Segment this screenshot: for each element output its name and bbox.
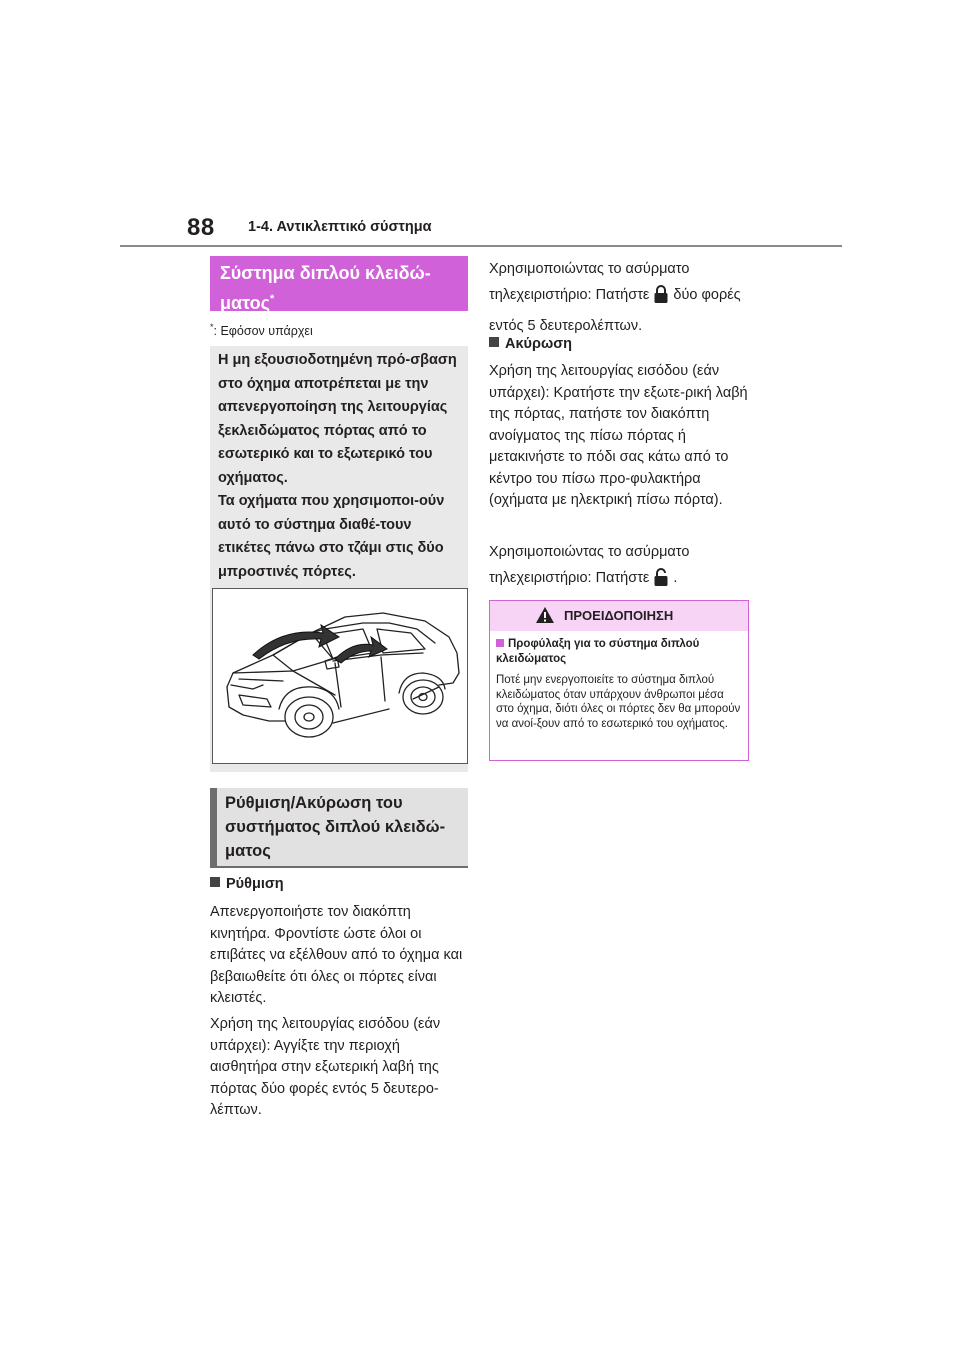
- subheading-rule: [210, 866, 468, 868]
- footnote-asterisk: *: [210, 322, 214, 332]
- remote-lock-paragraph: [489, 256, 751, 339]
- heading-asterisk: *: [269, 293, 275, 305]
- unlock-icon: [653, 567, 669, 596]
- info-paragraph-2: Τα οχήματα που χρησιμοποι-ούν αυτό το σύστημα διαθέ-τουν ετικέτες πάνω στο τζάμι στις δύο μπροστινές πόρτες.: [218, 493, 445, 580]
- warning-title: ΠΡΟΕΙΔΟΠΟΙΗΣΗ: [564, 608, 674, 623]
- warning-subheading-text: Προφύλαξη για το σύστημα διπλού κλειδώματος: [496, 638, 700, 665]
- car-drawing: [213, 589, 467, 763]
- setting-paragraph-2: Χρήση της λειτουργίας εισόδου (εάν υπάρχει): Αγγίξτε την περιοχή αισθητήρα στην εξωτερική λαβή της πόρτας δύο φορές εντός 5 δευτερο-λέπτων.: [210, 1016, 441, 1118]
- remote-unlock-text-b: .: [673, 570, 678, 586]
- warning-subheading: [496, 637, 742, 667]
- lock-icon: [653, 284, 669, 313]
- cancel-paragraph: Χρήση της λειτουργίας εισόδου (εάν υπάρχει): Κρατήστε την εξωτε-ρική λαβή της πόρτας, πατήστε τον διακόπτη ανοίγματος της πίσω πόρτας ή μετακινήστε το πόδι σας κάτω από το κέντρο του πίσω προ-φυλακτήρα (οχήματα με ηλεκτρική πίσω πόρτα).: [489, 363, 748, 508]
- page-number: 88: [187, 214, 215, 241]
- remote-lock-text-b: δύο φορές εντός 5 δευτερολέπτων.: [489, 287, 741, 334]
- section-heading-box: [210, 256, 468, 311]
- info-paragraph-1: Η μη εξουσιοδοτημένη πρό-σβαση στο όχημα αποτρέπεται με την απενεργοποίηση της λειτουργίας ξεκλειδώματος πόρτας από το εσωτερικό και το εξωτερικό του οχήματος.: [218, 352, 457, 486]
- section-title: 1-4. Αντικλεπτικό σύστημα: [248, 219, 432, 235]
- remote-unlock-paragraph: [489, 539, 751, 596]
- section-heading-text: Σύστημα διπλού κλειδώ-ματος: [220, 263, 431, 313]
- warning-box: [489, 600, 749, 761]
- warning-header: [490, 601, 748, 631]
- info-box: [210, 346, 468, 772]
- subheading-box: [210, 788, 468, 866]
- setting-paragraph-1: Απενεργοποιήστε τον διακόπτη κινητήρα. Φροντίστε ώστε όλοι οι επιβάτες να εξέλθουν από το όχημα και βεβαιωθείτε ότι όλες οι πόρτες είναι κλειστές.: [210, 904, 463, 1006]
- subheading: Ρύθμιση/Ακύρωση του συστήματος διπλού κλειδώ-ματος: [225, 794, 446, 860]
- remote-lock-text-a: Χρησιμοποιώντας το ασύρματο τηλεχειριστήριο: Πατήστε: [489, 261, 690, 303]
- warning-body: Ποτέ μην ενεργοποιείτε το σύστημα διπλού κλειδώματος όταν υπάρχουν άνθρωποι μέσα στο όχημα, διότι όλες οι πόρτες δεν θα μπορούν να ανοί-ξουν από το εσωτερικό του οχήματος.: [496, 674, 741, 730]
- square-bullet-icon: [489, 337, 499, 347]
- footnote: [210, 322, 313, 338]
- square-bullet-icon: [496, 639, 504, 647]
- square-bullet-icon: [210, 877, 220, 887]
- cancel-heading-text: Ακύρωση: [505, 336, 572, 352]
- setting-heading-text: Ρύθμιση: [226, 876, 284, 892]
- remote-unlock-text-a: Χρησιμοποιώντας το ασύρματο τηλεχειριστήριο: Πατήστε: [489, 544, 690, 586]
- warning-triangle-icon: [535, 606, 555, 629]
- setting-heading: [210, 876, 284, 892]
- section-heading: [220, 260, 464, 316]
- header-rule: [120, 245, 842, 247]
- footnote-text: : Εφόσον υπάρχει: [213, 324, 313, 339]
- cancel-heading: [489, 336, 572, 352]
- car-illustration: [212, 588, 468, 764]
